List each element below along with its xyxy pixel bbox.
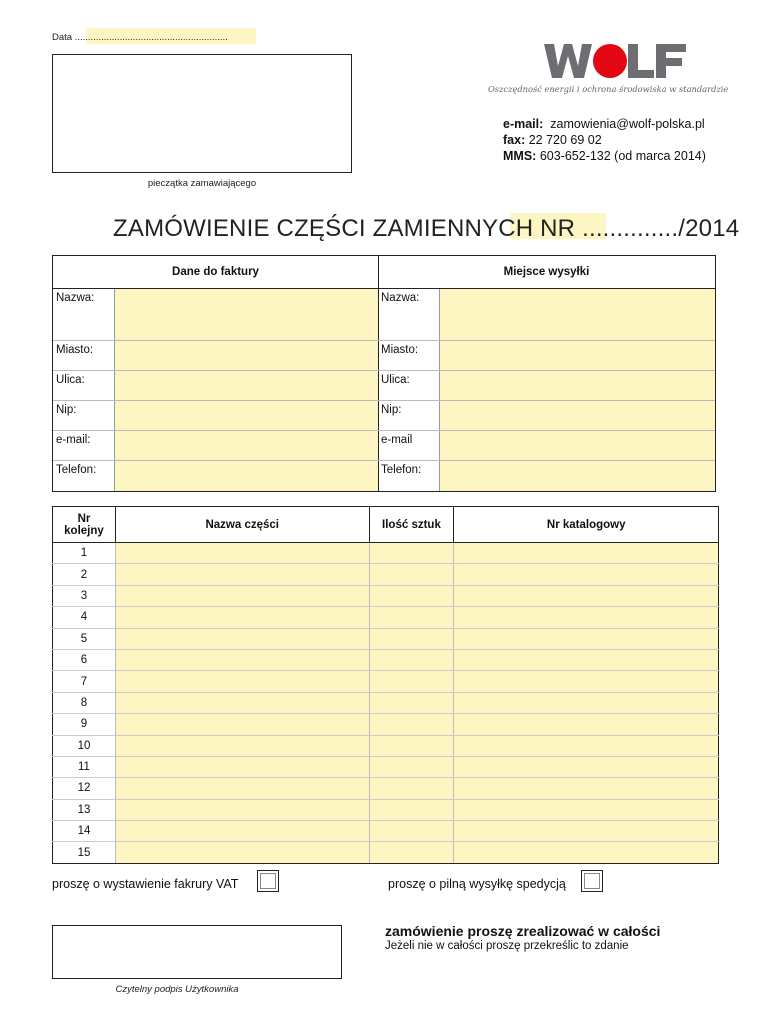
part-name-cell[interactable] xyxy=(115,649,369,670)
catalog-number-cell[interactable] xyxy=(454,821,719,842)
catalog-number-cell[interactable] xyxy=(454,564,719,585)
catalog-number-cell[interactable] xyxy=(454,692,719,713)
quantity-cell[interactable] xyxy=(369,714,454,735)
quantity-cell[interactable] xyxy=(369,628,454,649)
part-name-cell[interactable] xyxy=(115,607,369,628)
parts-table-body xyxy=(53,543,719,864)
table-row xyxy=(53,564,719,585)
billing-label: Nip: xyxy=(53,401,115,430)
catalog-number-cell[interactable] xyxy=(454,607,719,628)
table-row xyxy=(53,628,719,649)
billing-nip-input[interactable] xyxy=(115,401,378,430)
row-number: 14 xyxy=(53,821,116,842)
table-row xyxy=(53,842,719,863)
quantity-cell[interactable] xyxy=(369,585,454,606)
quantity-cell[interactable] xyxy=(369,564,454,585)
shipping-nip-input[interactable] xyxy=(440,401,715,430)
table-row xyxy=(53,543,719,564)
table-row xyxy=(53,799,719,820)
quantity-cell[interactable] xyxy=(369,799,454,820)
row-number: 15 xyxy=(53,842,116,863)
completion-subtitle: Jeżeli nie w całości proszę przekreślic to zdanie xyxy=(385,940,629,952)
stamp-label: pieczątka zamawiającego xyxy=(147,178,257,189)
shipping-row xyxy=(378,401,715,431)
shipping-street-input[interactable] xyxy=(440,371,715,400)
signature-label: Czytelny podpis Użytkownika xyxy=(115,984,239,995)
mms-label: MMS: xyxy=(503,149,537,163)
fax-value: 22 720 69 02 xyxy=(528,133,602,147)
quantity-cell[interactable] xyxy=(369,543,454,564)
row-number: 9 xyxy=(53,714,116,735)
parts-table xyxy=(52,506,719,864)
completion-title: zamówienie proszę zrealizować w całości xyxy=(385,923,661,939)
billing-label: Nazwa: xyxy=(53,289,115,340)
quantity-cell[interactable] xyxy=(369,692,454,713)
quantity-cell[interactable] xyxy=(369,607,454,628)
row-number: 11 xyxy=(53,756,116,777)
brand-tagline: Oszczędność energii i ochrona środowiska w standardzie xyxy=(488,84,729,94)
row-number: 5 xyxy=(53,628,116,649)
table-row xyxy=(53,714,719,735)
table-row xyxy=(53,778,719,799)
catalog-number-cell[interactable] xyxy=(454,756,719,777)
billing-name-input[interactable] xyxy=(115,289,378,340)
date-label: Data .......................................................... xyxy=(52,32,228,43)
catalog-number-cell[interactable] xyxy=(454,778,719,799)
billing-city-input[interactable] xyxy=(115,341,378,370)
shipping-label: Nip: xyxy=(378,401,440,430)
contact-info xyxy=(503,116,706,164)
column-header-catalog-number: Nr katalogowy xyxy=(454,507,719,543)
email-label: e-mail: xyxy=(503,117,544,131)
vat-invoice-checkbox[interactable] xyxy=(257,870,279,892)
row-number: 7 xyxy=(53,671,116,692)
billing-row xyxy=(53,289,378,341)
row-number: 3 xyxy=(53,585,116,606)
billing-label: Telefon: xyxy=(53,461,115,491)
part-name-cell[interactable] xyxy=(115,778,369,799)
part-name-cell[interactable] xyxy=(115,756,369,777)
table-row xyxy=(53,607,719,628)
billing-column xyxy=(53,256,379,491)
part-name-cell[interactable] xyxy=(115,842,369,863)
row-number: 13 xyxy=(53,799,116,820)
quantity-cell[interactable] xyxy=(369,649,454,670)
shipping-label: Telefon: xyxy=(378,461,440,491)
billing-row xyxy=(53,401,378,431)
shipping-email-input[interactable] xyxy=(440,431,715,460)
shipping-heading: Miejsce wysyłki xyxy=(378,256,715,289)
table-row xyxy=(53,821,719,842)
shipping-row xyxy=(378,289,715,341)
shipping-row xyxy=(378,371,715,401)
shipping-label: e-mail xyxy=(378,431,440,460)
catalog-number-cell[interactable] xyxy=(454,543,719,564)
shipping-phone-input[interactable] xyxy=(440,461,715,491)
catalog-number-cell[interactable] xyxy=(454,649,719,670)
page-title: ZAMÓWIENIE CZĘŚCI ZAMIENNYCH NR ............../2014 xyxy=(113,215,740,242)
urgent-shipping-checkbox[interactable] xyxy=(581,870,603,892)
mms-value: 603-652-132 (od marca 2014) xyxy=(539,149,706,163)
column-header-part-name: Nazwa części xyxy=(115,507,369,543)
catalog-number-cell[interactable] xyxy=(454,799,719,820)
quantity-cell[interactable] xyxy=(369,821,454,842)
billing-email-input[interactable] xyxy=(115,431,378,460)
billing-row xyxy=(53,461,378,491)
row-number: 2 xyxy=(53,564,116,585)
billing-phone-input[interactable] xyxy=(115,461,378,491)
fax-label: fax: xyxy=(503,133,526,147)
billing-row xyxy=(53,341,378,371)
stamp-box[interactable] xyxy=(52,54,352,173)
billing-row xyxy=(53,371,378,401)
shipping-label: Miasto: xyxy=(378,341,440,370)
part-name-cell[interactable] xyxy=(115,671,369,692)
part-name-cell[interactable] xyxy=(115,821,369,842)
wolf-logo xyxy=(540,38,690,82)
part-name-cell[interactable] xyxy=(115,799,369,820)
vat-invoice-label: proszę o wystawienie fakrury VAT xyxy=(52,877,239,891)
signature-box[interactable] xyxy=(52,925,342,979)
quantity-cell[interactable] xyxy=(369,756,454,777)
catalog-number-cell[interactable] xyxy=(454,585,719,606)
shipping-row xyxy=(378,461,715,491)
billing-label: e-mail: xyxy=(53,431,115,460)
shipping-row xyxy=(378,431,715,461)
row-number: 12 xyxy=(53,778,116,799)
quantity-cell[interactable] xyxy=(369,842,454,863)
urgent-shipping-label: proszę o pilną wysyłkę spedycją xyxy=(388,877,566,891)
billing-row xyxy=(53,431,378,461)
row-number: 1 xyxy=(53,543,116,564)
shipping-row xyxy=(378,341,715,371)
row-number: 4 xyxy=(53,607,116,628)
column-header-quantity: Ilość sztuk xyxy=(369,507,454,543)
billing-street-input[interactable] xyxy=(115,371,378,400)
table-row xyxy=(53,692,719,713)
part-name-cell[interactable] xyxy=(115,714,369,735)
row-number: 10 xyxy=(53,735,116,756)
shipping-column xyxy=(378,256,715,491)
table-row xyxy=(53,585,719,606)
address-table xyxy=(52,255,716,492)
catalog-number-cell[interactable] xyxy=(454,628,719,649)
shipping-label: Nazwa: xyxy=(378,289,440,340)
billing-label: Ulica: xyxy=(53,371,115,400)
shipping-name-input[interactable] xyxy=(440,289,715,340)
table-row xyxy=(53,735,719,756)
part-name-cell[interactable] xyxy=(115,628,369,649)
table-row xyxy=(53,649,719,670)
billing-heading: Dane do faktury xyxy=(53,256,378,289)
row-number: 8 xyxy=(53,692,116,713)
table-row xyxy=(53,671,719,692)
catalog-number-cell[interactable] xyxy=(454,842,719,863)
part-name-cell[interactable] xyxy=(115,564,369,585)
shipping-city-input[interactable] xyxy=(440,341,715,370)
part-name-cell[interactable] xyxy=(115,543,369,564)
column-header-number: Nr kolejny xyxy=(53,507,116,543)
email-value[interactable]: zamowienia@wolf-polska.pl xyxy=(550,117,705,131)
quantity-cell[interactable] xyxy=(369,778,454,799)
part-name-cell[interactable] xyxy=(115,735,369,756)
part-name-cell[interactable] xyxy=(115,585,369,606)
table-row xyxy=(53,756,719,777)
part-name-cell[interactable] xyxy=(115,692,369,713)
row-number: 6 xyxy=(53,649,116,670)
quantity-cell[interactable] xyxy=(369,735,454,756)
billing-label: Miasto: xyxy=(53,341,115,370)
catalog-number-cell[interactable] xyxy=(454,714,719,735)
catalog-number-cell[interactable] xyxy=(454,671,719,692)
shipping-label: Ulica: xyxy=(378,371,440,400)
catalog-number-cell[interactable] xyxy=(454,735,719,756)
quantity-cell[interactable] xyxy=(369,671,454,692)
